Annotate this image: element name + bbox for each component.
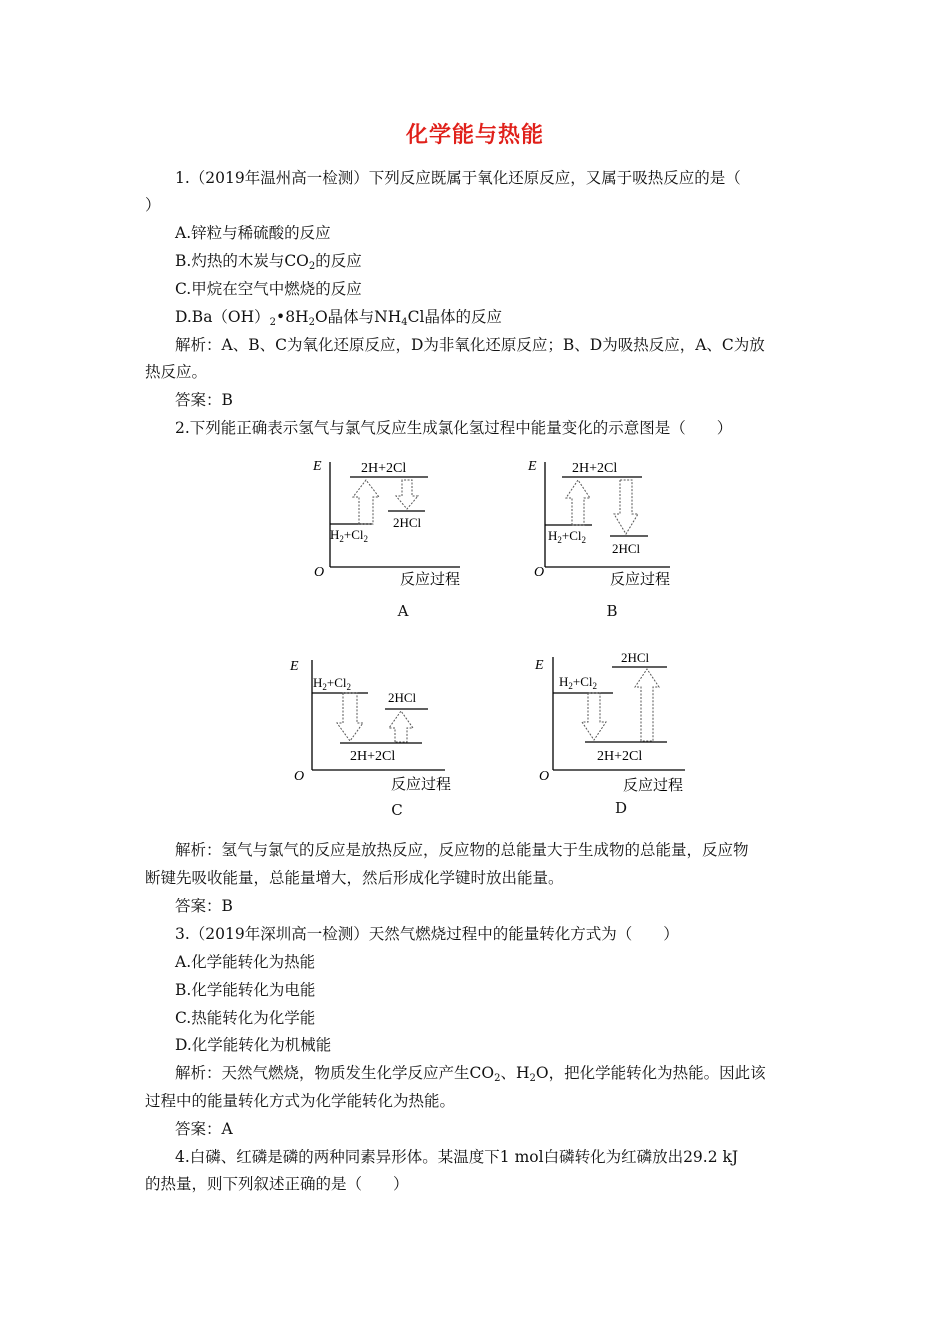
- figure-label-c: C: [391, 801, 403, 819]
- q1-option-a: A.锌粒与稀硫酸的反应: [175, 224, 331, 242]
- q4-stem-line1: 4.白磷、红磷是磷的两种同素异形体。某温度下1 mol白磷转化为红磷放出29.2 kJ: [175, 1148, 739, 1166]
- product-label: 2HCl: [388, 690, 417, 705]
- q1-stem-line2: ）: [145, 196, 161, 214]
- product-label: 2HCl: [393, 515, 422, 530]
- reactants-label: $H_2+Cl_2$: [559, 674, 598, 691]
- down-arrow: [614, 480, 638, 534]
- page-title: 化学能与热能: [405, 123, 544, 148]
- reactants-label: $H_2+Cl_2$: [330, 527, 369, 544]
- figure-label-b: B: [606, 602, 618, 620]
- origin-label: O: [294, 769, 305, 784]
- q3-analysis-line1: 解析：天然气燃烧，物质发生化学反应产生$CO_2$、$H_2O$，把化学能转化为热能。因此该: [175, 1064, 766, 1084]
- down-arrow: [337, 693, 363, 741]
- atoms-label: 2H+2Cl: [350, 749, 396, 764]
- down-arrow: [582, 693, 606, 740]
- q1-option-b: B.灼热的木炭与$CO_2$的反应: [175, 252, 362, 272]
- down-arrow: [396, 480, 418, 509]
- origin-label: O: [314, 565, 325, 580]
- q3-analysis-line2: 过程中的能量转化方式为化学能转化为热能。: [145, 1092, 456, 1110]
- q1-analysis-line2: 热反应。: [145, 363, 208, 381]
- q2-answer: 答案：B: [175, 897, 233, 915]
- atoms-label: 2H+2Cl: [597, 749, 643, 764]
- figure-label-a: A: [397, 602, 409, 620]
- x-axis-label: 反应过程: [400, 572, 461, 588]
- e-axis-label: E: [290, 659, 299, 674]
- q3-stem: 3.（2019年深圳高一检测）天然气燃烧过程中的能量转化方式为（ ）: [175, 925, 679, 943]
- e-axis-label: E: [313, 459, 322, 474]
- product-label: 2HCl: [621, 650, 650, 665]
- energy-diagram-c: [280, 650, 480, 795]
- x-axis-label: 反应过程: [391, 777, 452, 793]
- q3-option-d: D.化学能转化为机械能: [175, 1036, 332, 1054]
- energy-diagram-b: [520, 452, 710, 592]
- up-arrow: [389, 711, 413, 742]
- q1-option-d: $D.Ba(OH)_2•8H_2O$晶体与$NH_4Cl$晶体的反应: [175, 308, 502, 328]
- q3-option-b: B.化学能转化为电能: [175, 981, 316, 999]
- up-arrow: [635, 669, 659, 741]
- product-label: 2HCl: [612, 541, 641, 556]
- q3-option-c: C.热能转化为化学能: [175, 1009, 316, 1027]
- q1-stem-line1: 1.（2019年温州高一检测）下列反应既属于氧化还原反应，又属于吸热反应的是（: [175, 169, 741, 187]
- q4-stem-line2: 的热量，则下列叙述正确的是（ ）: [145, 1175, 409, 1193]
- e-axis-label: E: [528, 459, 537, 474]
- up-arrow: [566, 480, 590, 525]
- figure-label-d: D: [614, 799, 628, 817]
- e-axis-label: E: [535, 658, 544, 673]
- atoms-label: 2H+2Cl: [361, 461, 407, 476]
- reactants-label: $H_2+Cl_2$: [548, 528, 587, 545]
- up-arrow: [353, 480, 379, 524]
- q2-stem: 2.下列能正确表示氢气与氯气反应生成氯化氢过程中能量变化的示意图是（ ）: [175, 419, 733, 437]
- q1-answer: 答案：B: [175, 391, 233, 409]
- q2-analysis-line1: 解析：氢气与氯气的反应是放热反应，反应物的总能量大于生成物的总能量，反应物: [175, 841, 749, 859]
- origin-label: O: [534, 565, 545, 580]
- atoms-label: 2H+2Cl: [572, 461, 618, 476]
- q3-option-a: A.化学能转化为热能: [175, 953, 316, 971]
- x-axis-label: 反应过程: [623, 778, 684, 794]
- q2-analysis-line2: 断键先吸收能量，总能量增大，然后形成化学键时放出能量。: [145, 869, 564, 887]
- q1-option-c: C.甲烷在空气中燃烧的反应: [175, 280, 362, 298]
- reactants-label: $H_2+Cl_2$: [313, 675, 352, 692]
- x-axis-label: 反应过程: [610, 572, 671, 588]
- energy-diagram-d: [525, 645, 725, 795]
- energy-diagram-a: [300, 452, 490, 592]
- origin-label: O: [539, 769, 550, 784]
- q1-analysis-line1: 解析：A、B、C为氧化还原反应，D为非氧化还原反应；B、D为吸热反应，A、C为放: [175, 336, 765, 354]
- q3-answer: 答案：A: [175, 1120, 233, 1138]
